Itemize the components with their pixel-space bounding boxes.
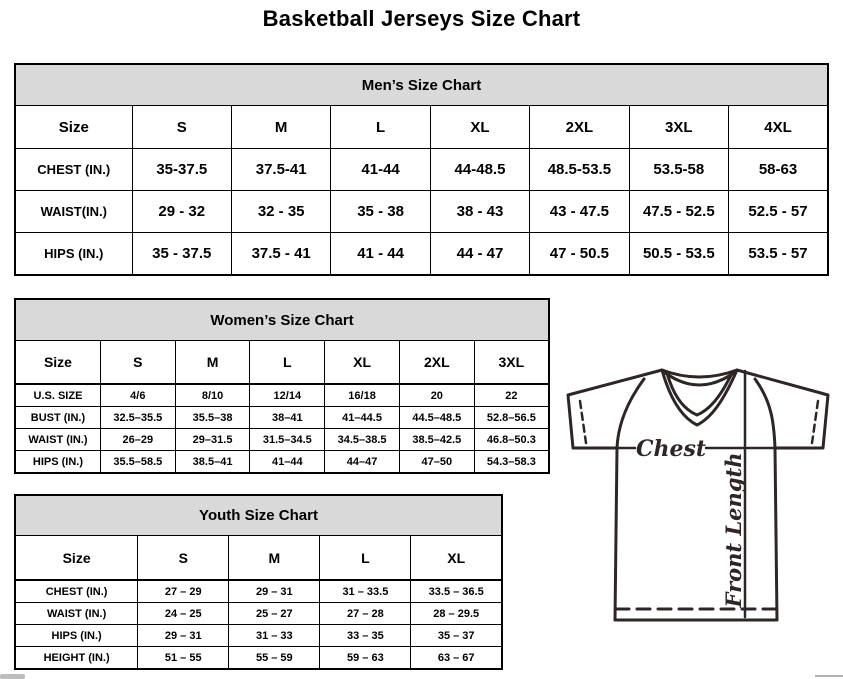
youth-cell-1-1: 24 – 25	[138, 603, 229, 625]
womens-column-header-4: XL	[325, 341, 400, 385]
mens-cell-0-5: 48.5-53.5	[530, 149, 629, 191]
youth-cell-0-4: 33.5 – 36.5	[411, 580, 502, 603]
womens-cell-3-3: 41–44	[250, 451, 325, 474]
youth-row-label-1-0: WAIST (IN.)	[15, 603, 138, 625]
womens-size-chart-table	[14, 298, 550, 474]
youth-cell-0-3: 31 – 33.5	[320, 580, 411, 603]
womens-cell-1-2: 35.5–38	[175, 407, 250, 429]
womens-cell-3-5: 47–50	[399, 451, 474, 474]
womens-cell-2-1: 26–29	[100, 429, 175, 451]
mens-cell-2-1: 35 - 37.5	[132, 233, 231, 276]
mens-column-header-5: 2XL	[530, 106, 629, 149]
mens-cell-2-7: 53.5 - 57	[729, 233, 829, 276]
youth-cell-3-1: 51 – 55	[138, 647, 229, 670]
womens-row-1	[15, 407, 549, 429]
womens-row-0	[15, 384, 549, 407]
womens-row-label-2-0: WAIST (IN.)	[15, 429, 100, 451]
youth-chart-title: Youth Size Chart	[15, 495, 502, 536]
youth-row-0	[15, 580, 502, 603]
cuff-dash-right	[812, 401, 818, 443]
youth-row-2	[15, 625, 502, 647]
mens-row-label-0-0: CHEST (IN.)	[15, 149, 132, 191]
mens-column-header-4: XL	[430, 106, 529, 149]
mens-cell-0-7: 58-63	[729, 149, 829, 191]
mens-cell-1-4: 38 - 43	[430, 191, 529, 233]
youth-row-label-3-0: HEIGHT (IN.)	[15, 647, 138, 670]
jersey-measurement-diagram	[555, 360, 843, 628]
youth-cell-0-2: 29 – 31	[229, 580, 320, 603]
mens-cell-1-1: 29 - 32	[132, 191, 231, 233]
mens-row-label-1-0: WAIST(IN.)	[15, 191, 132, 233]
womens-cell-3-4: 44–47	[325, 451, 400, 474]
womens-cell-1-3: 38–41	[250, 407, 325, 429]
womens-column-header-2: M	[175, 341, 250, 385]
mens-cell-0-3: 41-44	[331, 149, 430, 191]
womens-column-header-3: L	[250, 341, 325, 385]
youth-column-header-4: XL	[411, 536, 502, 581]
mens-cell-0-2: 37.5-41	[231, 149, 330, 191]
womens-row-label-0-0: U.S. SIZE	[15, 384, 100, 407]
mens-cell-2-6: 50.5 - 53.5	[629, 233, 728, 276]
mens-column-header-7: 4XL	[729, 106, 829, 149]
youth-cell-3-4: 63 – 67	[411, 647, 502, 670]
jersey-icon	[555, 360, 843, 628]
youth-column-header-1: S	[138, 536, 229, 581]
mens-column-header-0: Size	[15, 106, 132, 149]
youth-column-header-0: Size	[15, 536, 138, 581]
womens-cell-2-4: 34.5–38.5	[325, 429, 400, 451]
womens-cell-3-1: 35.5–58.5	[100, 451, 175, 474]
womens-cell-3-6: 54.3–58.3	[474, 451, 549, 474]
womens-cell-0-6: 22	[474, 384, 549, 407]
mens-row-label-2-0: HIPS (IN.)	[15, 233, 132, 276]
scrollbar-thumb-fragment[interactable]	[0, 674, 25, 679]
youth-row-1	[15, 603, 502, 625]
womens-cell-0-4: 16/18	[325, 384, 400, 407]
womens-row-2	[15, 429, 549, 451]
youth-cell-2-3: 33 – 35	[320, 625, 411, 647]
womens-column-header-0: Size	[15, 341, 100, 385]
mens-cell-2-3: 41 - 44	[331, 233, 430, 276]
youth-cell-2-4: 35 – 37	[411, 625, 502, 647]
mens-cell-0-4: 44-48.5	[430, 149, 529, 191]
chest-label: Chest	[635, 436, 707, 462]
youth-row-label-0-0: CHEST (IN.)	[15, 580, 138, 603]
mens-cell-2-5: 47 - 50.5	[530, 233, 629, 276]
youth-cell-0-1: 27 – 29	[138, 580, 229, 603]
womens-cell-1-1: 32.5–35.5	[100, 407, 175, 429]
womens-cell-0-3: 12/14	[250, 384, 325, 407]
womens-column-header-1: S	[100, 341, 175, 385]
mens-row-1	[15, 191, 828, 233]
youth-cell-1-4: 28 – 29.5	[411, 603, 502, 625]
youth-cell-2-2: 31 – 33	[229, 625, 320, 647]
womens-cell-2-6: 46.8–50.3	[474, 429, 549, 451]
mens-cell-2-2: 37.5 - 41	[231, 233, 330, 276]
mens-cell-1-5: 43 - 47.5	[530, 191, 629, 233]
mens-cell-1-3: 35 - 38	[331, 191, 430, 233]
mens-row-0	[15, 149, 828, 191]
front-length-label: Front Length	[721, 452, 746, 608]
womens-cell-2-2: 29–31.5	[175, 429, 250, 451]
womens-cell-2-5: 38.5–42.5	[399, 429, 474, 451]
youth-row-3	[15, 647, 502, 670]
mens-column-header-6: 3XL	[629, 106, 728, 149]
mens-cell-2-4: 44 - 47	[430, 233, 529, 276]
womens-row-3	[15, 451, 549, 474]
cuff-dash-left	[580, 401, 586, 443]
womens-cell-2-3: 31.5–34.5	[250, 429, 325, 451]
collar-arc-outer	[662, 370, 737, 377]
womens-chart-title: Women’s Size Chart	[15, 299, 549, 341]
youth-cell-1-3: 27 – 28	[320, 603, 411, 625]
mens-column-header-3: L	[331, 106, 430, 149]
youth-size-chart-table	[14, 494, 503, 670]
mens-cell-1-7: 52.5 - 57	[729, 191, 829, 233]
mens-row-2	[15, 233, 828, 276]
youth-column-header-2: M	[229, 536, 320, 581]
youth-cell-3-2: 55 – 59	[229, 647, 320, 670]
mens-cell-1-2: 32 - 35	[231, 191, 330, 233]
youth-cell-3-3: 59 – 63	[320, 647, 411, 670]
mens-column-header-2: M	[231, 106, 330, 149]
womens-column-header-5: 2XL	[399, 341, 474, 385]
womens-cell-1-4: 41–44.5	[325, 407, 400, 429]
mens-size-chart-table	[14, 63, 829, 276]
womens-column-header-6: 3XL	[474, 341, 549, 385]
scrollbar-track-fragment[interactable]	[815, 675, 843, 677]
youth-row-label-2-0: HIPS (IN.)	[15, 625, 138, 647]
youth-cell-1-2: 25 – 27	[229, 603, 320, 625]
womens-cell-3-2: 38.5–41	[175, 451, 250, 474]
womens-cell-0-2: 8/10	[175, 384, 250, 407]
womens-cell-1-6: 52.8–56.5	[474, 407, 549, 429]
womens-row-label-1-0: BUST (IN.)	[15, 407, 100, 429]
mens-column-header-1: S	[132, 106, 231, 149]
youth-column-header-3: L	[320, 536, 411, 581]
armhole-right	[755, 379, 775, 448]
page-title: Basketball Jerseys Size Chart	[262, 6, 581, 31]
mens-cell-0-1: 35-37.5	[132, 149, 231, 191]
womens-row-label-3-0: HIPS (IN.)	[15, 451, 100, 474]
womens-cell-0-5: 20	[399, 384, 474, 407]
jersey-outline	[568, 370, 828, 620]
womens-cell-0-1: 4/6	[100, 384, 175, 407]
mens-chart-title: Men’s Size Chart	[15, 64, 828, 106]
womens-cell-1-5: 44.5–48.5	[399, 407, 474, 429]
mens-cell-1-6: 47.5 - 52.5	[629, 191, 728, 233]
mens-cell-0-6: 53.5-58	[629, 149, 728, 191]
youth-cell-2-1: 29 – 31	[138, 625, 229, 647]
